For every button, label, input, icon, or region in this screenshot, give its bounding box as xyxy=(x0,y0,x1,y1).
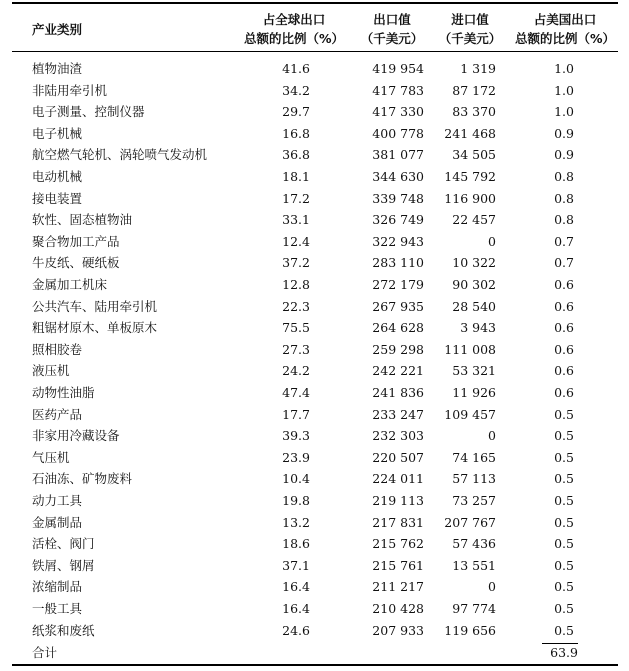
cell-category: 粗锯材原木、单板原木 xyxy=(32,320,158,336)
table-row xyxy=(0,382,629,404)
cell-import-value: 57 436 xyxy=(452,536,496,552)
cell-import-value: 87 172 xyxy=(452,82,496,98)
cell-category: 浓缩制品 xyxy=(32,579,83,595)
cell-export-value: 210 428 xyxy=(372,601,424,616)
cell-global-share: 24.6 xyxy=(282,622,310,638)
cell-global-share: 16.4 xyxy=(282,579,310,595)
cell-us-share: 0.6 xyxy=(554,385,574,400)
cell-import-value: 145 792 xyxy=(444,169,496,184)
cell-import-value: 111 008 xyxy=(444,341,496,357)
cell-global-share: 18.6 xyxy=(282,536,310,552)
cell-us-share: 0.8 xyxy=(554,190,574,206)
cell-export-value: 224 011 xyxy=(372,471,424,487)
table-bottom-rule xyxy=(12,664,618,666)
table-row xyxy=(0,296,629,318)
cell-category: 一般工具 xyxy=(32,601,83,616)
cell-import-value: 109 457 xyxy=(444,406,496,422)
cell-import-value: 0 xyxy=(488,579,496,595)
cell-category: 航空燃气轮机、涡轮喷气发动机 xyxy=(32,147,208,163)
table-row xyxy=(0,512,629,534)
cell-import-value: 97 774 xyxy=(452,601,496,616)
header-us-share: 占美国出口 总额的比例（%） xyxy=(514,12,616,46)
table-row xyxy=(0,101,629,123)
cell-us-share: 0.7 xyxy=(554,233,574,249)
table-row xyxy=(0,447,629,469)
cell-export-value: 220 507 xyxy=(372,449,424,465)
table-row xyxy=(0,58,629,80)
cell-import-value: 10 322 xyxy=(452,255,496,271)
cell-global-share: 41.6 xyxy=(282,61,310,76)
cell-global-share: 47.4 xyxy=(282,385,310,400)
cell-export-value: 419 954 xyxy=(372,61,424,76)
cell-import-value: 34 505 xyxy=(452,147,496,163)
cell-export-value: 215 761 xyxy=(372,557,424,573)
cell-category: 石油冻、矿物废料 xyxy=(32,471,133,487)
cell-us-share: 0.5 xyxy=(554,557,574,573)
cell-import-value: 28 540 xyxy=(452,298,496,314)
table-row xyxy=(0,620,629,642)
cell-us-share: 0.6 xyxy=(554,341,574,357)
cell-us-share: 0.8 xyxy=(554,212,574,228)
total-row xyxy=(0,644,629,662)
cell-us-share: 0.7 xyxy=(554,255,574,271)
table-row xyxy=(0,123,629,145)
cell-export-value: 232 303 xyxy=(372,428,424,444)
total-us-share: 63.9 xyxy=(550,645,578,660)
table-row xyxy=(0,188,629,210)
cell-import-value: 11 926 xyxy=(452,385,496,400)
cell-global-share: 24.2 xyxy=(282,363,310,379)
cell-us-share: 0.5 xyxy=(554,536,574,552)
cell-import-value: 90 302 xyxy=(452,277,496,292)
table-row xyxy=(0,425,629,447)
cell-export-value: 400 778 xyxy=(372,125,424,141)
cell-category: 动物性油脂 xyxy=(32,385,95,400)
cell-us-share: 0.6 xyxy=(554,363,574,379)
cell-export-value: 283 110 xyxy=(372,255,424,271)
cell-global-share: 12.4 xyxy=(282,233,310,249)
table-row xyxy=(0,80,629,102)
cell-us-share: 0.6 xyxy=(554,320,574,336)
table-row xyxy=(0,339,629,361)
cell-category: 金属制品 xyxy=(32,514,83,530)
cell-export-value: 242 221 xyxy=(372,363,424,379)
table-row xyxy=(0,598,629,620)
cell-global-share: 29.7 xyxy=(282,104,310,120)
cell-export-value: 417 783 xyxy=(372,82,424,98)
cell-category: 接电装置 xyxy=(32,190,83,206)
cell-category: 非家用冷藏设备 xyxy=(32,428,120,444)
cell-category: 电动机械 xyxy=(32,169,83,184)
cell-category: 照相胶卷 xyxy=(32,341,83,357)
cell-us-share: 0.5 xyxy=(554,449,574,465)
table-row xyxy=(0,144,629,166)
cell-import-value: 53 321 xyxy=(452,363,496,379)
table-row xyxy=(0,317,629,339)
cell-export-value: 259 298 xyxy=(372,341,424,357)
table-row xyxy=(0,468,629,490)
cell-import-value: 0 xyxy=(488,428,496,444)
cell-global-share: 36.8 xyxy=(282,147,310,163)
cell-global-share: 16.4 xyxy=(282,601,310,616)
cell-import-value: 57 113 xyxy=(452,471,496,487)
cell-category: 医药产品 xyxy=(32,406,83,422)
cell-global-share: 33.1 xyxy=(282,212,310,228)
table-row xyxy=(0,404,629,426)
cell-us-share: 0.5 xyxy=(554,601,574,616)
cell-us-share: 0.5 xyxy=(554,428,574,444)
cell-category: 牛皮纸、硬纸板 xyxy=(32,255,120,271)
cell-import-value: 13 551 xyxy=(452,557,496,573)
cell-us-share: 0.9 xyxy=(554,125,574,141)
cell-import-value: 241 468 xyxy=(444,125,496,141)
table-row xyxy=(0,166,629,188)
header-import-value: 进口值 （千美元） xyxy=(438,12,502,46)
cell-us-share: 0.5 xyxy=(554,493,574,508)
cell-global-share: 17.7 xyxy=(282,406,310,422)
cell-export-value: 264 628 xyxy=(372,320,424,336)
cell-import-value: 73 257 xyxy=(452,493,496,508)
cell-global-share: 39.3 xyxy=(282,428,310,444)
cell-global-share: 17.2 xyxy=(282,190,310,206)
cell-category: 电子机械 xyxy=(32,125,83,141)
cell-export-value: 339 748 xyxy=(372,190,424,206)
table-row xyxy=(0,360,629,382)
cell-global-share: 37.2 xyxy=(282,255,310,271)
cell-us-share: 0.5 xyxy=(554,406,574,422)
cell-category: 金属加工机床 xyxy=(32,277,108,292)
cell-global-share: 12.8 xyxy=(282,277,310,292)
cell-category: 液压机 xyxy=(32,363,70,379)
cell-global-share: 19.8 xyxy=(282,493,310,508)
cell-export-value: 417 330 xyxy=(372,104,424,120)
cell-category: 铁屑、钢屑 xyxy=(32,557,95,573)
table-row xyxy=(0,555,629,577)
cell-us-share: 0.8 xyxy=(554,169,574,184)
cell-global-share: 27.3 xyxy=(282,341,310,357)
cell-import-value: 116 900 xyxy=(444,190,496,206)
cell-category: 电子测量、控制仪器 xyxy=(32,104,145,120)
cell-export-value: 233 247 xyxy=(372,406,424,422)
header-category: 产业类别 xyxy=(32,22,83,37)
cell-export-value: 219 113 xyxy=(372,493,424,508)
table-top-rule xyxy=(12,2,618,4)
cell-global-share: 13.2 xyxy=(282,514,310,530)
cell-import-value: 22 457 xyxy=(452,212,496,228)
cell-export-value: 215 762 xyxy=(372,536,424,552)
cell-export-value: 207 933 xyxy=(372,622,424,638)
cell-export-value: 344 630 xyxy=(372,169,424,184)
cell-us-share: 1.0 xyxy=(554,104,574,120)
cell-us-share: 1.0 xyxy=(554,82,574,98)
cell-import-value: 119 656 xyxy=(444,622,496,638)
cell-import-value: 74 165 xyxy=(452,449,496,465)
cell-export-value: 326 749 xyxy=(372,212,424,228)
cell-export-value: 217 831 xyxy=(372,514,424,530)
table-row xyxy=(0,231,629,253)
cell-us-share: 0.6 xyxy=(554,298,574,314)
cell-category: 植物油渣 xyxy=(32,61,83,76)
cell-global-share: 23.9 xyxy=(282,449,310,465)
cell-global-share: 10.4 xyxy=(282,471,310,487)
cell-import-value: 0 xyxy=(488,233,496,249)
cell-category: 纸浆和废纸 xyxy=(32,622,95,638)
cell-import-value: 83 370 xyxy=(452,104,496,120)
cell-us-share: 0.5 xyxy=(554,622,574,638)
cell-import-value: 207 767 xyxy=(444,514,496,530)
cell-import-value: 1 319 xyxy=(460,61,496,76)
cell-us-share: 0.9 xyxy=(554,147,574,163)
table-row xyxy=(0,576,629,598)
cell-category: 软性、固态植物油 xyxy=(32,212,133,228)
cell-category: 气压机 xyxy=(32,449,70,465)
cell-export-value: 211 217 xyxy=(372,579,424,595)
cell-us-share: 0.5 xyxy=(554,579,574,595)
cell-category: 动力工具 xyxy=(32,493,83,508)
table-row xyxy=(0,533,629,555)
cell-category: 活栓、阀门 xyxy=(32,536,95,552)
cell-us-share: 1.0 xyxy=(554,61,574,76)
header-export-value: 出口值 （千美元） xyxy=(360,12,424,46)
table-row xyxy=(0,274,629,296)
cell-export-value: 241 836 xyxy=(372,385,424,400)
table-row xyxy=(0,209,629,231)
cell-export-value: 322 943 xyxy=(372,233,424,249)
cell-global-share: 37.1 xyxy=(282,557,310,573)
cell-us-share: 0.5 xyxy=(554,514,574,530)
table-row xyxy=(0,252,629,274)
cell-export-value: 267 935 xyxy=(372,298,424,314)
header-global-share: 占全球出口 总额的比例（%） xyxy=(243,12,345,46)
table-row xyxy=(0,490,629,512)
header-bottom-rule xyxy=(12,51,618,52)
cell-us-share: 0.5 xyxy=(554,471,574,487)
cell-global-share: 75.5 xyxy=(282,320,310,336)
cell-global-share: 34.2 xyxy=(282,82,310,98)
cell-import-value: 3 943 xyxy=(460,320,496,336)
cell-global-share: 22.3 xyxy=(282,298,310,314)
cell-export-value: 272 179 xyxy=(372,277,424,292)
cell-category: 聚合物加工产品 xyxy=(32,233,120,249)
cell-category: 公共汽车、陆用牵引机 xyxy=(32,298,158,314)
cell-global-share: 16.8 xyxy=(282,125,310,141)
cell-us-share: 0.6 xyxy=(554,277,574,292)
cell-category: 非陆用牵引机 xyxy=(32,82,108,98)
cell-export-value: 381 077 xyxy=(372,147,424,163)
total-label: 合计 xyxy=(32,645,58,660)
cell-global-share: 18.1 xyxy=(282,169,310,184)
